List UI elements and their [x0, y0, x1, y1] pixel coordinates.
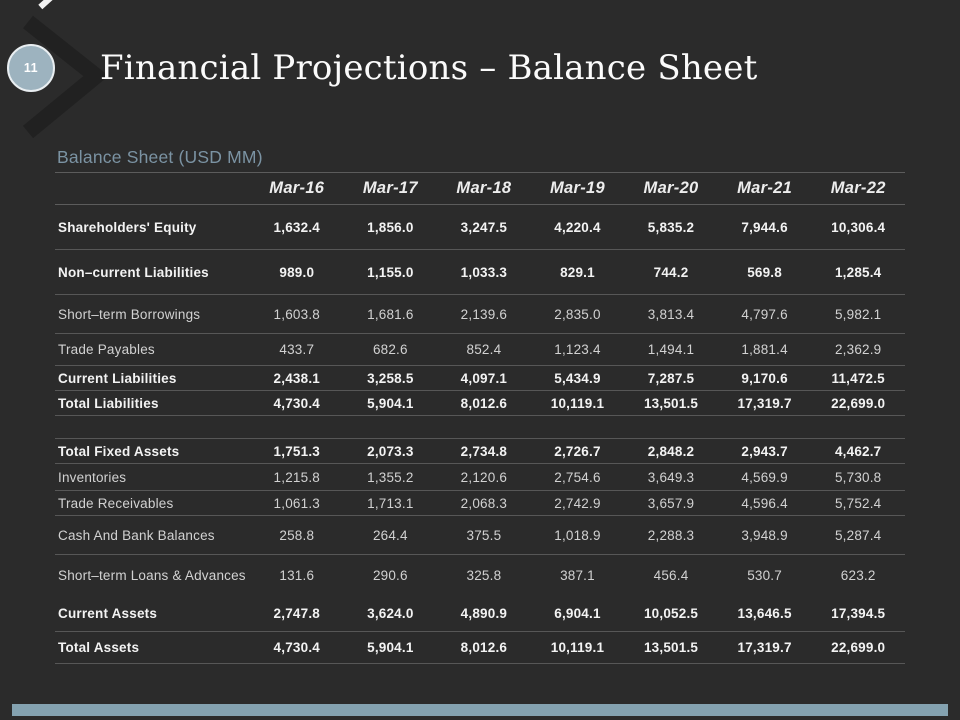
value-cell: 8,012.6	[437, 391, 531, 416]
value-cell: 2,747.8	[250, 596, 344, 632]
row-label: Short–term Borrowings	[55, 295, 250, 334]
table-row	[55, 464, 905, 491]
header-cell: Mar-18	[437, 173, 531, 205]
header-cell: Mar-20	[624, 173, 718, 205]
value-cell: 2,754.6	[531, 464, 625, 491]
header-cell: Mar-22	[811, 173, 905, 205]
value-cell: 22,699.0	[811, 391, 905, 416]
table-header-row	[55, 173, 905, 205]
value-cell: 1,123.4	[531, 334, 625, 366]
row-label: Total Liabilities	[55, 391, 250, 416]
value-cell: 5,835.2	[624, 205, 718, 250]
value-cell: 6,904.1	[531, 596, 625, 632]
row-label: Trade Receivables	[55, 491, 250, 516]
value-cell: 623.2	[840, 567, 876, 583]
value-cell: 7,944.6	[718, 205, 812, 250]
value-cell: 2,120.6	[437, 464, 531, 491]
table-row	[55, 516, 905, 555]
value-cell: 1,632.4	[250, 205, 344, 250]
value-cell: 1,751.3	[250, 439, 344, 464]
value-cell: 3,258.5	[344, 366, 438, 391]
value-cell: 4,462.7	[811, 439, 905, 464]
value-cell: 17,394.5	[811, 596, 905, 632]
value-cell: 2,742.9	[531, 491, 625, 516]
row-label: Non–current Liabilities	[55, 250, 250, 295]
bottom-accent-bar	[12, 704, 948, 716]
value-cell: 1,713.1	[344, 491, 438, 516]
value-cell: 5,982.1	[811, 295, 905, 334]
value-cell: 682.6	[344, 334, 438, 366]
table-row	[55, 366, 905, 391]
value-cell: 2,139.6	[437, 295, 531, 334]
header-cell: Mar-17	[344, 173, 438, 205]
balance-sheet-table	[55, 172, 905, 664]
value-cell: 10,119.1	[531, 632, 625, 664]
value-cell: 5,434.9	[531, 366, 625, 391]
value-cell: 1,018.9	[531, 516, 625, 555]
value-cell: 1,856.0	[344, 205, 438, 250]
table-row	[55, 555, 905, 596]
value-cell: 387.1	[560, 567, 595, 583]
value-cell: 4,596.4	[718, 491, 812, 516]
value-cell: 989.0	[250, 250, 344, 295]
value-cell: 10,119.1	[531, 391, 625, 416]
value-cell: 4,569.9	[718, 464, 812, 491]
value-cell: 325.8	[466, 567, 502, 583]
value-cell: 22,699.0	[811, 632, 905, 664]
value-cell: 5,752.4	[811, 491, 905, 516]
value-cell: 3,624.0	[344, 596, 438, 632]
value-cell: 258.8	[250, 516, 344, 555]
row-label: Current Liabilities	[55, 366, 250, 391]
table-row	[55, 596, 905, 632]
value-cell: 5,730.8	[811, 464, 905, 491]
slide-title: Financial Projections – Balance Sheet	[100, 48, 758, 88]
page-number-badge	[7, 44, 55, 92]
value-cell: 2,068.3	[437, 491, 531, 516]
header-cell: Mar-16	[250, 173, 344, 205]
value-cell: 2,726.7	[531, 439, 625, 464]
row-label: Cash And Bank Balances	[55, 516, 250, 555]
value-cell: 569.8	[718, 250, 812, 295]
page-number: 11	[23, 61, 39, 75]
value-cell: 17,319.7	[718, 632, 812, 664]
value-cell: 2,288.3	[624, 516, 718, 555]
value-cell: 744.2	[624, 250, 718, 295]
value-cell: 5,287.4	[811, 516, 905, 555]
value-cell: 131.6	[279, 567, 315, 583]
value-cell: 1,033.3	[437, 250, 531, 295]
value-cell: 8,012.6	[437, 632, 531, 664]
value-cell: 4,220.4	[531, 205, 625, 250]
table-row	[55, 295, 905, 334]
value-cell: 1,285.4	[811, 250, 905, 295]
value-cell: 1,603.8	[250, 295, 344, 334]
value-cell: 2,734.8	[437, 439, 531, 464]
value-cell: 13,501.5	[624, 632, 718, 664]
value-cell: 1,881.4	[718, 334, 812, 366]
corner-accent	[38, 0, 55, 9]
value-cell: 1,494.1	[624, 334, 718, 366]
header-cell: Mar-19	[531, 173, 625, 205]
value-cell: 11,472.5	[811, 366, 905, 391]
table-body	[55, 205, 905, 664]
row-label: Total Assets	[55, 632, 250, 664]
value-cell: 2,438.1	[250, 366, 344, 391]
value-cell: 17,319.7	[718, 391, 812, 416]
row-label: Shareholders' Equity	[55, 205, 250, 250]
table-title: Balance Sheet (USD MM)	[57, 147, 263, 167]
value-cell: 290.6	[372, 567, 408, 583]
value-cell: 829.1	[531, 250, 625, 295]
value-cell: 530.7	[747, 567, 782, 583]
table-row	[55, 391, 905, 416]
value-cell: 4,730.4	[250, 391, 344, 416]
table-row	[55, 250, 905, 295]
header-cell: Mar-21	[718, 173, 812, 205]
value-cell: 2,943.7	[718, 439, 812, 464]
value-cell: 433.7	[250, 334, 344, 366]
value-cell: 264.4	[344, 516, 438, 555]
table-row	[55, 205, 905, 250]
value-cell: 1,681.6	[344, 295, 438, 334]
value-cell: 5,904.1	[344, 391, 438, 416]
spacer-cell	[55, 416, 905, 439]
row-label: Trade Payables	[55, 334, 250, 366]
row-label: Inventories	[55, 464, 250, 491]
value-cell: 1,155.0	[344, 250, 438, 295]
value-cell: 4,797.6	[718, 295, 812, 334]
row-label: Current Assets	[55, 596, 250, 632]
value-cell: 375.5	[437, 516, 531, 555]
table-row	[55, 491, 905, 516]
value-cell: 456.4	[653, 567, 689, 583]
value-cell: 13,646.5	[718, 596, 812, 632]
header-cell-empty	[55, 173, 250, 205]
value-cell: 3,813.4	[624, 295, 718, 334]
value-cell: 2,835.0	[531, 295, 625, 334]
value-cell: 7,287.5	[624, 366, 718, 391]
value-cell: 4,730.4	[250, 632, 344, 664]
value-cell: 3,649.3	[624, 464, 718, 491]
value-cell: 10,306.4	[811, 205, 905, 250]
value-cell: 1,061.3	[250, 491, 344, 516]
value-cell: 1,355.2	[344, 464, 438, 491]
table-spacer-row	[55, 416, 905, 439]
table-header	[55, 173, 905, 205]
value-cell: 4,890.9	[437, 596, 531, 632]
value-cell: 3,247.5	[437, 205, 531, 250]
value-cell: 5,904.1	[344, 632, 438, 664]
table-row	[55, 334, 905, 366]
table-row	[55, 632, 905, 664]
value-cell: 852.4	[437, 334, 531, 366]
table-row	[55, 439, 905, 464]
row-label: Total Fixed Assets	[55, 439, 250, 464]
row-label: Short–term Loans & Advances	[58, 567, 246, 583]
value-cell: 1,215.8	[250, 464, 344, 491]
value-cell: 2,073.3	[344, 439, 438, 464]
value-cell: 3,657.9	[624, 491, 718, 516]
value-cell: 2,362.9	[811, 334, 905, 366]
value-cell: 10,052.5	[624, 596, 718, 632]
value-cell: 13,501.5	[624, 391, 718, 416]
value-cell: 9,170.6	[718, 366, 812, 391]
value-cell: 3,948.9	[718, 516, 812, 555]
value-cell: 4,097.1	[437, 366, 531, 391]
value-cell: 2,848.2	[624, 439, 718, 464]
